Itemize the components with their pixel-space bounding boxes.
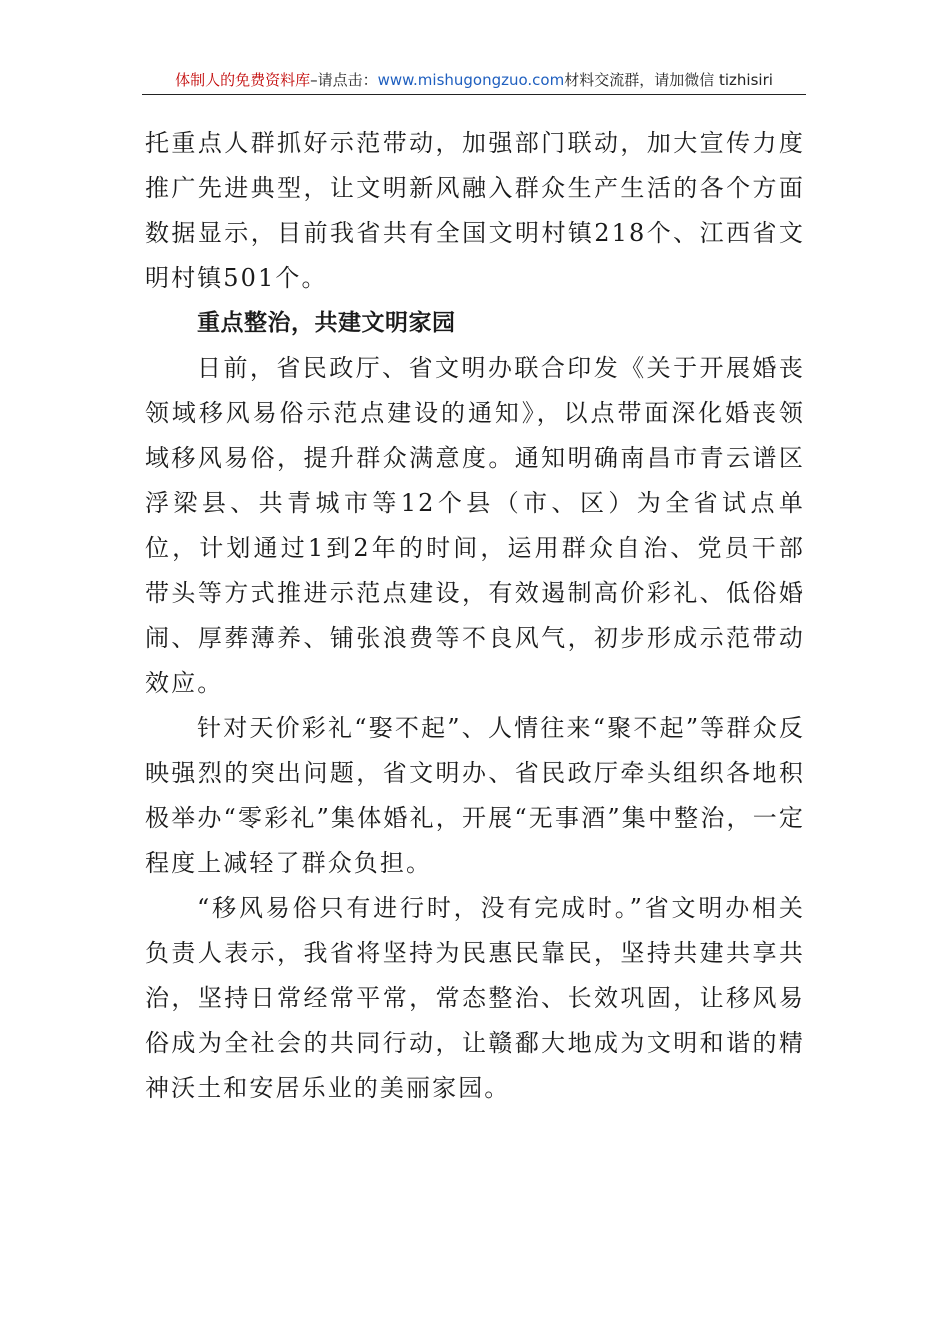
paragraph-notice: 日前，省民政厅、省文明办联合印发《关于开展婚丧领域移风易俗示范点建设的通知》，以点带面深化婚丧领域移风易俗，提升群众满意度。通知明确南昌市青云谱区浮梁县、共青城市等12个县（市、区）为全省试点单位，计划通过1到2年的时间，运用群众自治、党员干部带头等方式推进示范点建设，有效遏制高价彩礼、低俗婚闹、厚葬薄养、铺张浪费等不良风气，初步形成示范带动效应。: [145, 354, 805, 697]
paragraph-conclusion: “移风易俗只有进行时，没有完成时。”省文明办相关负责人表示，我省将坚持为民惠民靠民，坚持共建共享共治，坚持日常经常平常，常态整治、长效巩固，让移风易俗成为全社会的共同行动，让赣鄱大地成为文明和谐的精神沃土和安居乐业的美丽家园。: [145, 894, 805, 1102]
paragraph-continued: 托重点人群抓好示范带动，加强部门联动，加大宣传力度推广先进典型，让文明新风融入群众生产生活的各个方面数据显示，目前我省共有全国文明村镇218个、江西省文明村镇501个。: [145, 129, 805, 292]
paragraph-bride-price: 针对天价彩礼“娶不起”、人情往来“聚不起”等群众反映强烈的突出问题，省文明办、省民政厅牵头组织各地积极举办“零彩礼”集体婚礼，开展“无事酒”集中整治，一定程度上减轻了群众负担。: [145, 714, 805, 877]
document-body: [145, 121, 805, 1111]
header-suffix: 材料交流群，请加微信 tizhisiri: [564, 71, 773, 89]
header-url-link[interactable]: www.mishugongzuo.com: [377, 71, 565, 89]
header-prompt: –请点击：: [310, 71, 378, 89]
header-brand: 体制人的免费资料库: [175, 71, 311, 89]
section-heading: 重点整治，共建文明家园: [197, 310, 456, 336]
page-header: [142, 66, 806, 95]
